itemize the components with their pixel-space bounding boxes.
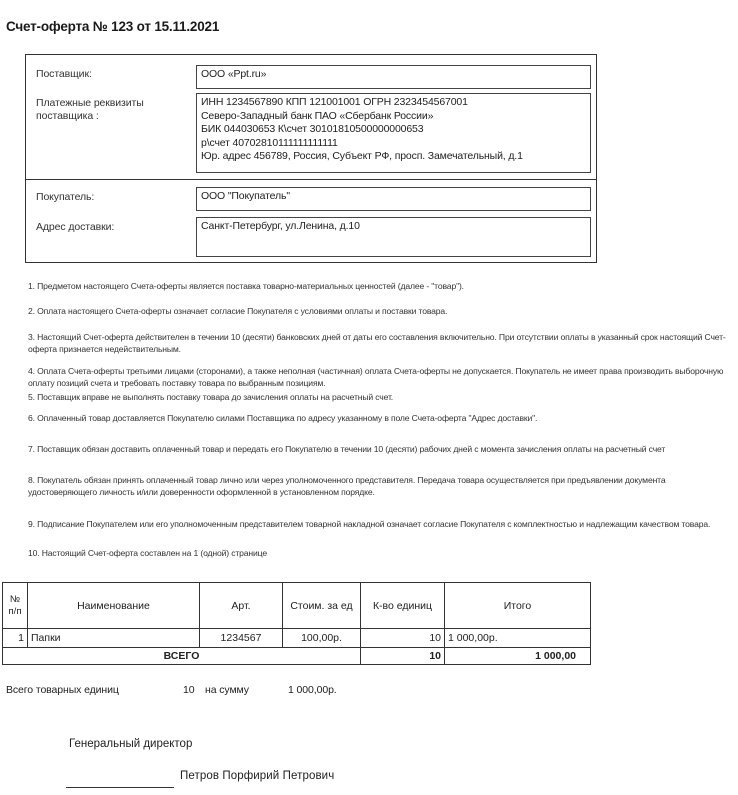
- signatory-position: Генеральный директор: [69, 738, 193, 750]
- delivery-address: Санкт-Петербург, ул.Ленина, д.10: [201, 220, 360, 232]
- header-name: Наименование: [28, 583, 200, 629]
- supplier-name: ООО «Ppt.ru»: [201, 68, 267, 80]
- term-item: 8. Покупатель обязан принять оплаченный товар лично или через уполномоченного представителя. Передача товара осуществляется при предъявлении документа удостоверяющего личность и/или доверенности оформленной в установленном порядке.: [28, 475, 666, 497]
- term-item: 7. Поставщик обязан доставить оплаченный товар и передать его Покупателю в течении 10 (десяти) рабочих дней с момента зачисления оплаты на расчетный счет: [28, 444, 666, 454]
- cell-num: 1: [3, 629, 28, 648]
- buyer-name: ООО "Покупатель": [201, 190, 290, 202]
- summary-sum-label: на сумму: [205, 684, 249, 696]
- term-item: 9. Подписание Покупателем или его уполномоченным представителем товарной накладной означает согласие Покупателя с комплектностью и надлежащим качеством товара.: [28, 519, 711, 529]
- summary-units-value: 10: [183, 684, 195, 696]
- header-article: Арт.: [200, 583, 283, 629]
- cell-total: 1 000,00р.: [445, 629, 591, 648]
- total-qty: 10: [361, 648, 445, 665]
- header-qty: К-во единиц: [361, 583, 445, 629]
- term-item: 4. Оплата Счета-оферты третьими лицами (сторонами), а также неполная (частичная) оплата Счета-оферты не допускается. Покупатель не имеет права производить выборочную оплату позиций счета и требовать поставку товара по выбранным позициям.: [28, 366, 724, 388]
- term-item: 10. Настоящий Счет-оферта составлен на 1 (одной) странице: [28, 548, 267, 558]
- summary-units-label: Всего товарных единиц: [6, 684, 119, 696]
- buyer-name-field: [196, 187, 591, 211]
- parties-block: [25, 54, 597, 263]
- header-total: Итого: [445, 583, 591, 629]
- supplier-requisites-label: Платежные реквизиты поставщика :: [36, 97, 144, 122]
- cell-name: Папки: [28, 629, 200, 648]
- cell-article: 1234567: [200, 629, 283, 648]
- header-unit-price: Стоим. за ед: [283, 583, 361, 629]
- cell-unit-price: 100,00р.: [283, 629, 361, 648]
- requisites-line: р\счет 40702810111111111111: [201, 136, 338, 149]
- requisites-line: ИНН 1234567890 КПП 121001001 ОГРН 2323454567001: [201, 96, 468, 108]
- delivery-address-label: Адрес доставки:: [36, 221, 115, 233]
- term-item: 1. Предметом настоящего Счета-оферты является поставка товарно-материальных ценностей (далее - "товар").: [28, 281, 464, 291]
- section-divider: [26, 179, 596, 180]
- supplier-label: Поставщик:: [36, 68, 92, 80]
- total-sum: 1 000,00: [445, 648, 591, 665]
- table-header-row: [3, 583, 591, 629]
- term-item: 5. Поставщик вправе не выполнять поставку товара до зачисления оплаты на расчетный счет.: [28, 392, 394, 402]
- signatory-name: Петров Порфирий Петрович: [180, 770, 335, 782]
- requisites-line: Юр. адрес 456789, Россия, Субъект РФ, просп. Замечательный, д.1: [201, 150, 523, 162]
- requisites-line: Северо-Западный банк ПАО «Сбербанк России»: [201, 109, 434, 122]
- supplier-name-field: [196, 65, 591, 89]
- header-num: № п/п: [3, 583, 28, 629]
- summary-sum-value: 1 000,00р.: [288, 684, 337, 696]
- items-table: [2, 582, 591, 665]
- buyer-label: Покупатель:: [36, 191, 95, 203]
- requisites-line: БИК 044030653 К\счет 30101810500000000653: [201, 123, 424, 135]
- term-item: 2. Оплата настоящего Счета-оферты означает согласие Покупателя с условиями оплаты и поставки товара.: [28, 306, 448, 316]
- delivery-address-field: [196, 217, 591, 257]
- signature-line: [66, 787, 174, 788]
- total-label: ВСЕГО: [3, 648, 361, 665]
- table-row: [3, 629, 591, 648]
- term-item: 3. Настоящий Счет-оферта действителен в течении 10 (десяти) банковских дней от даты его составления включительно. При отсутствии оплаты в указанный срок настоящий Счет-оферта признается недействительным.: [28, 332, 726, 354]
- document-title: Счет-оферта № 123 от 15.11.2021: [6, 19, 220, 34]
- supplier-requisites-field: [196, 93, 591, 173]
- term-item: 6. Оплаченный товар доставляется Покупателю силами Поставщика по адресу указанному в поле Счета-оферта "Адрес доставки".: [28, 413, 538, 423]
- table-total-row: [3, 648, 591, 665]
- cell-qty: 10: [361, 629, 445, 648]
